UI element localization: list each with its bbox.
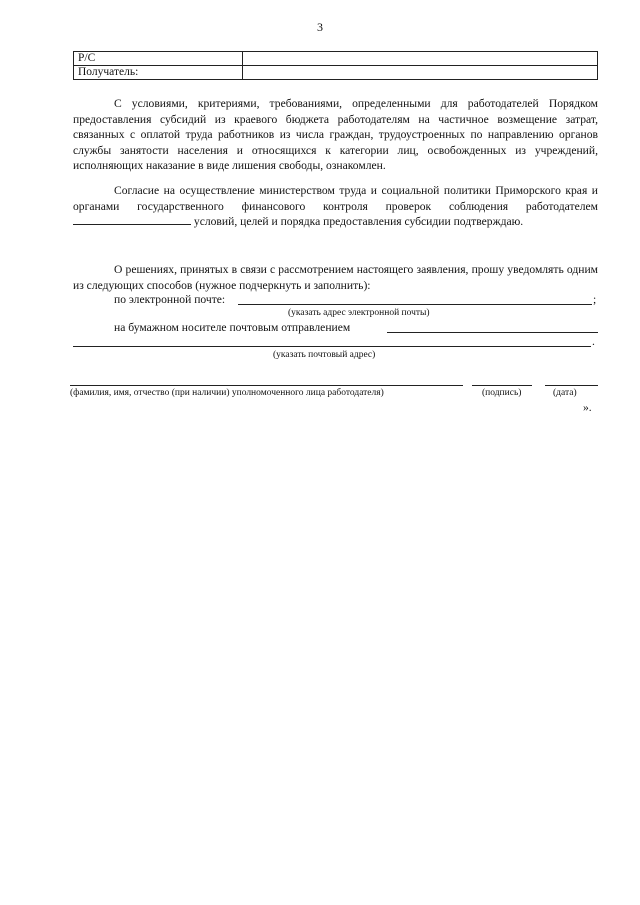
consent-paragraph bbox=[73, 183, 598, 230]
email-caption: (указать адрес электронной почты) bbox=[288, 308, 430, 318]
paper-blank-1 bbox=[387, 332, 598, 333]
name-line bbox=[70, 385, 463, 386]
table-row bbox=[74, 52, 598, 66]
table-cell-label: Получатель: bbox=[74, 66, 243, 80]
signature-caption: (подпись) bbox=[482, 388, 522, 398]
table-cell-value bbox=[243, 52, 598, 66]
signature-line bbox=[472, 385, 532, 386]
conditions-paragraph: С условиями, критериями, требованиями, определенными для работодателей Порядком предоставления субсидий из краевого бюджета работодателям на частичное возмещение затрат, связанных с оплатой труда работников из числа граждан, трудоустроенных по направлению органов службы занятости населения и относящихся к категории лиц, освобожденных из учреждений, исполняющих наказание в виде лишения свободы, ознакомлен. bbox=[73, 97, 598, 172]
notification-paragraph: О решениях, принятых в связи с рассмотрением настоящего заявления, прошу уведомлять одним из следующих способов (нужное подчеркнуть и заполнить): bbox=[73, 263, 598, 292]
paper-blank-2 bbox=[73, 346, 591, 347]
closing-quote: ». bbox=[583, 401, 592, 414]
date-line bbox=[545, 385, 598, 386]
name-caption: (фамилия, имя, отчество (при наличии) уполномоченного лица работодателя) bbox=[70, 388, 384, 398]
date-caption: (дата) bbox=[553, 388, 577, 398]
paper-caption: (указать почтовый адрес) bbox=[273, 350, 376, 360]
employer-blank bbox=[73, 224, 191, 225]
table-row bbox=[74, 66, 598, 80]
email-end: ; bbox=[593, 293, 597, 306]
table-cell-value bbox=[243, 66, 598, 80]
consent-text-after: условий, целей и порядка предоставления субсидии подтверждаю. bbox=[193, 215, 524, 228]
email-blank bbox=[238, 304, 592, 305]
bank-details-table bbox=[73, 51, 598, 80]
table-cell-label: Р/С bbox=[74, 52, 243, 66]
consent-text-before: Согласие на осуществление министерством труда и социальной политики Приморского края и органами государственного финансового контроля проверок соблюдения работодателем bbox=[73, 184, 598, 213]
page-number: 3 bbox=[317, 20, 323, 34]
email-option-label: по электронной почте: bbox=[114, 293, 226, 306]
paper-option-label: на бумажном носителе почтовым отправлением bbox=[114, 321, 351, 334]
paper-end: . bbox=[592, 335, 595, 348]
